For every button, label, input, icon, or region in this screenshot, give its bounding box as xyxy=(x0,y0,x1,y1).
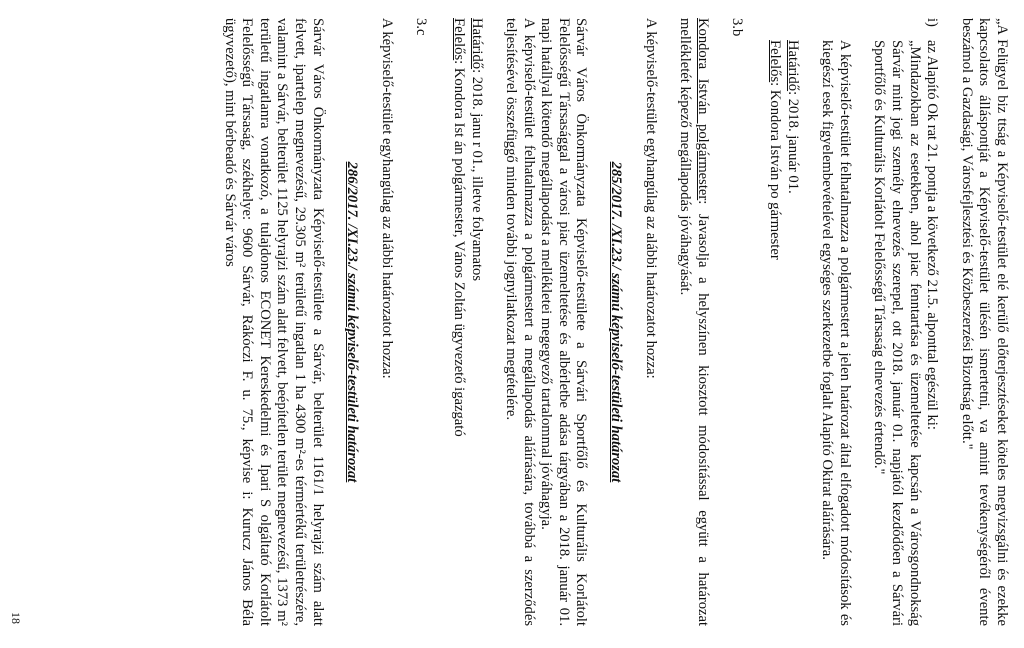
section-3b: 3.b xyxy=(729,18,746,37)
item-i-line: az Alapító Ok rat 21. pontja a következő 21.5. alponttal egészül ki: xyxy=(924,40,941,430)
mayor-text: : Javasolja a helyszínen kiosztott módosítással együtt a határozat mellékletét képező megállapodás jóváhagyását. xyxy=(677,18,711,626)
responsible-2 xyxy=(449,18,467,626)
item-i xyxy=(870,18,940,626)
unanimous-2: A képviselő-testület egyhangúlag az alábbi határozatot hozza: xyxy=(378,18,395,379)
mayor-paragraph xyxy=(676,18,711,626)
deadline-1-label: Határidő xyxy=(784,40,801,92)
deadline-1 xyxy=(783,18,801,626)
deadline-2-text: : 2018. janu r 01., illetve folyamatos xyxy=(468,69,485,282)
responsible-1 xyxy=(765,18,783,626)
mayor-name: Kondora István polgármester xyxy=(694,18,711,201)
resolution-2-body: Sárvár Város Önkormányzata Képviselő-testülete a Sárvár, belterület 1161/1 helyrajzi szám alatt felvett, ipartelep megnevezésű, 29.305 m² területű ingatlan 1 ha 4300 m²-es térmértékű területrészére, valamint a Sárvár, belterület 1125 helyrajzi szám alatt felvett, beépítetlen terület megnevezésű, 1373 m² területű ingatlanra vonatkozó, a tulajdonos ECONET Kereskedelmi és Ipari S olgáltató Korlátolt Felelősségű Társaság, székhelye: 9600 Sárvár, Rákóczi F. u. 75., képvise i: Kurucz János Béla ügyvezető), mint bérbeadó és Sárvár város xyxy=(221,18,326,626)
resolution-1-title: 285/2017. /XI.23./ számú képviselő-testületi határozat xyxy=(608,161,625,483)
deadline-2-label: Határidő xyxy=(468,18,485,70)
resolution-2-title: 286/2017. /XI.23./ számú képviselő-testületi határozat xyxy=(344,161,361,483)
responsible-2-label: Felelős xyxy=(450,18,467,61)
authorization-paragraph: A képviselő-testület felhatalmazza a polgármestert a jelen határozat által elfogadott módosítások és kiegészí esek figyelembevételével egységes szerkezetbe foglalt Alapító Okirat aláírására. xyxy=(819,40,853,626)
item-i-label: i) xyxy=(924,18,941,27)
responsible-1-label: Felelős xyxy=(767,40,784,83)
page-number: 18 xyxy=(8,612,23,624)
section-3c: 3.c xyxy=(413,18,430,36)
responsible-1-text: : Kondora István po gármester xyxy=(767,82,784,260)
intro-paragraph: „A Felügyel biz ttság a Képviselő-testület elé kerülő előterjesztéseket köteles megvizsgálni és ezekke kapcsolatos álláspontját a Képviselő-testület ülésén ismertetni, va amint tevékenységéről évente beszámol a Gazdasági, Városfejlesztési és Közbeszerzési Bizottság előtt." xyxy=(958,18,1010,626)
deadline-1-text: : 2018. január 01. xyxy=(784,91,801,194)
unanimous-1: A képviselő-testület egyhangúlag az alábbi határozatot hozza: xyxy=(642,18,659,379)
responsible-2-text: : Kondora Ist án polgármester, Vános Zoltán ügyvezető igazgató xyxy=(450,60,467,437)
item-i-quote: „Mindazokban az esetekben, ahol piac fenntartása és üzemeltetése kapcsán a Városgondnokság Sárvár mint jogi személy elnevezés szerepel, ott 2018. január 01. napjától kezdődően a Sárvári Sportfőlő és Kulturális Korlátolt Felelősségű Társaság elnevezés értendő." xyxy=(871,40,923,626)
resolution-1-body: Sárvár Város Önkormányzata Képviselő-testülete a Sárvári Sportfőlő és Kulturális Korlátolt Felelősségű Társasággal a városi piac üzemeltetése és albérletbe adása tárgyában a 2018. január 01. napi hatállyal kötendő megállapodást a mellékletei megegyező tartalommal jóváhagyja. xyxy=(538,18,590,626)
resolution-1-authorization: A képviselő-testület felhatalmazza a polgármestert a megállapodás aláírására, továbbá a szerződés teljesítésével összefüggő minden további jognyilatkozat megtételére. xyxy=(503,18,537,626)
deadline-2 xyxy=(467,18,485,626)
